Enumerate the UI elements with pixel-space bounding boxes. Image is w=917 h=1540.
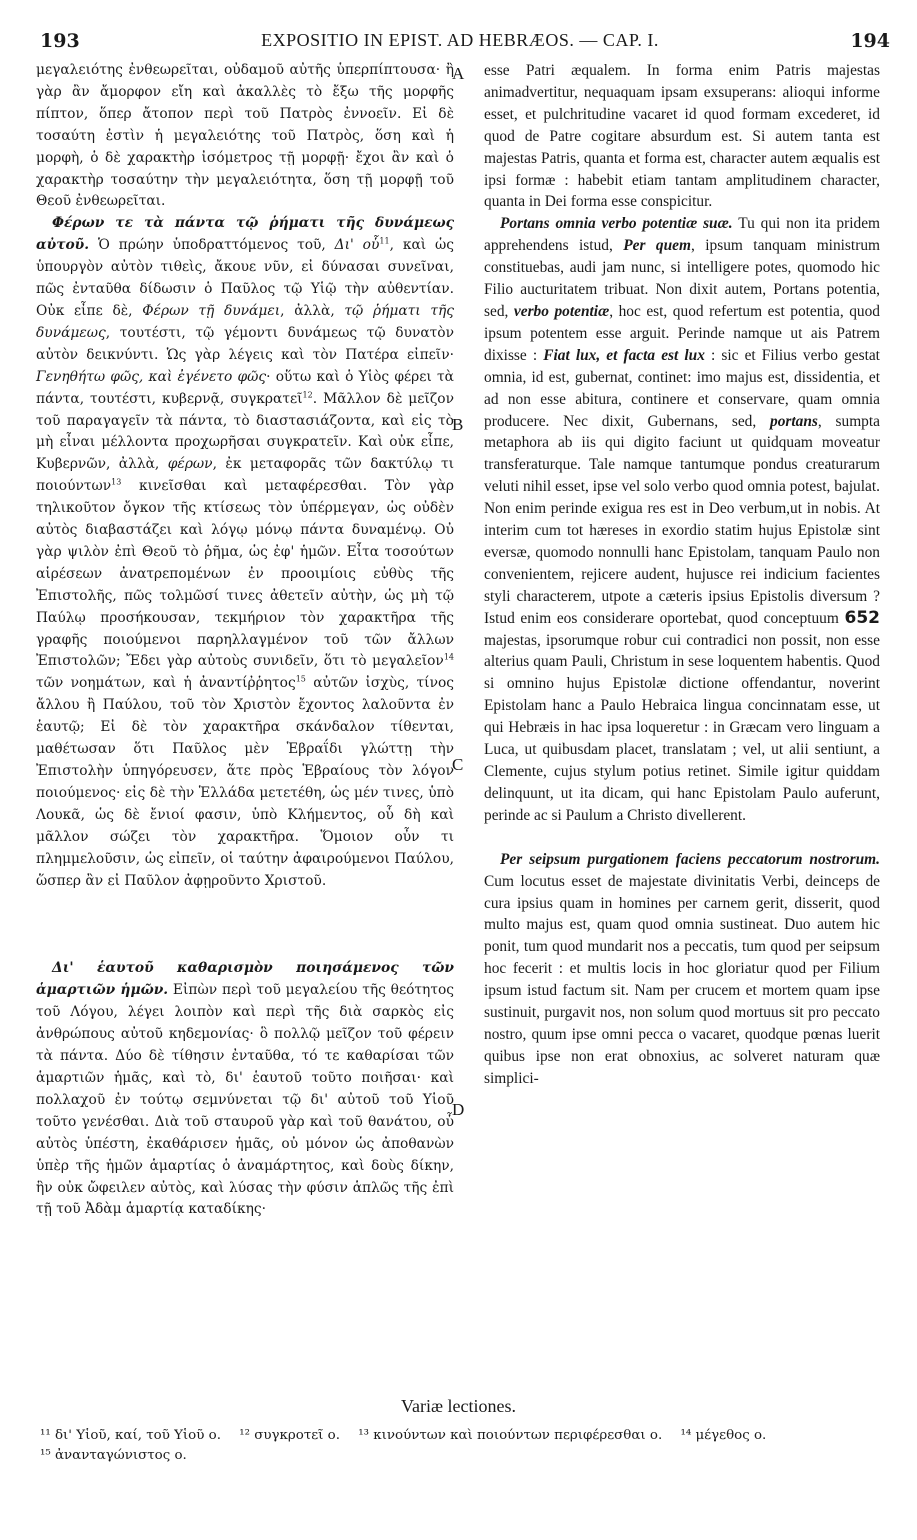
variant-note-11: ¹¹ δι' Υἱοῦ, καί, τοῦ Υἱοῦ ο.	[40, 1428, 221, 1443]
running-title: EXPOSITIO IN EPIST. AD HEBRÆOS. — CAP. I.	[261, 30, 659, 50]
latin-lemma-2: Per seipsum purgationem faciens peccatorum nostrorum.	[500, 850, 880, 868]
latin-paragraph-2: Portans omnia verbo potentiæ suæ. Tu qui non ita pridem apprehendens istud, Per quem, ipsum tanquam ministrum constituebas, audi jam nunc, si intelligere potes, quomodo hic Filio aucturitatem tribuat. Non dixit autem, Portans potentia, sed, verbo potentiæ, hoc est, quod refertum est potentia, quod ipsum potentem esse arguit. Perinde namque ut ais Patrem dixisse : Fiat lux, et facta est lux : sic et Filius verbo gestat omnia, id est, gubernat, continet: imo majus est, dissidentia, et ad non esse abitura, continere et conservare, quam omnia producere. Nec dixit, Gubernans, sed, portans, sumpta metaphora ab iis qui digito faciunt ut quidquam moveatur transferaturque. Tale namque tantumque pondus creaturarum veluti nihil esset, ipse vel solo verbo quod omnia potest, bajulat. Non enim perinde exigua res est in Deo verbum,ut in nobis. At interim cum tot hæreses in exordio statim hujus Epistolæ sint eversæ, quomodo nonnulli hanc Epistolam, tanquam Paulo non convenientem, rejicere audent, hujusce rei indicium facientes styli characterem, utpote a cæteris ipsius Epistolis diversum ? Istud enim eos considerare oportebat, quod conceptuum 652 majestas, ipsorumque robur cui contradici non possit, non esse alterius quam Pauli, Christum in sese loquentem habentis. Quod si omnino hujus Epistolæ dictione offendantur, noverint Epistolam hanc a Paulo Hebraica lingua concinnatam esse, ut qui Hebræis in hac ipsa loqueretur : in Græcam vero linguam a Luca, ut quibusdam placet, translatam ; vel, ut alii sentiunt, a Clemente, cujus stylum potius retinet. Simile igitur quiddam delinquunt, ut ita dicam, qui hanc Epistolam Paulo auferunt, perinde ac si Paulum a Christo divellerent.	[484, 215, 880, 824]
variae-lectiones-title: Variæ lectiones.	[401, 1396, 516, 1416]
page-number-left: 193	[40, 30, 80, 52]
greek-lemma-2: Δι' ἑαυτοῦ καθαρισμὸν ποιησάμενος τῶν ἁμαρτιῶν ἡμῶν.	[36, 960, 454, 999]
greek-paragraph-1: μεγαλειότης ἐνθεωρεῖται, οὐδαμοῦ αὐτῆς ὑπερπίπτουσα· ἢ γὰρ ἂν ἄμορφον εἴη καὶ ἀκαλλὲς τὸ ἔξω τῆς μορφῆς πίπτον, ὅπερ ἄτοπον περὶ τοῦ Πατρὸς ἐννοεῖν. Εἰ δὲ τοσαύτη ἐστὶν ἡ μεγαλειότης τοῦ Πατρὸς, ὅση καὶ ἡ μορφὴ, ὁ δὲ χαρακτὴρ ἰσόμετρος τῇ μορφῇ· ἔχοι ἂν καὶ ὁ χαρακτὴρ τοσαύτην τὴν μεγαλειότητα, ὅση τῇ μορφῇ τοῦ Θεοῦ ἐνθεωρεῖται.	[36, 62, 454, 210]
variant-note-15: ¹⁵ ἀνανταγώνιστος ο.	[40, 1448, 187, 1463]
variant-note-13: ¹³ κινούντων καὶ ποιούντων περιφέρεσθαι ο.	[358, 1428, 663, 1443]
variae-lectiones	[40, 1426, 890, 1466]
margin-letter-d: D	[452, 1100, 465, 1119]
margin-letter-c: C	[452, 755, 464, 774]
latin-paragraph-3: Per seipsum purgationem faciens peccatorum nostrorum. Cum locutus esset de majestate divinitatis Verbi, deinceps de cura ipsius quam in homines per carnem gerit, disserit, quod multo majus est, quam quod omnia sustineat. Duo autem hic ponit, tum quod mundarit nos a peccatis, tum quod per seipsum hoc fecerit : et multis locis in hoc gloriatur quod per Filium ipsum istud factum sit. Nam per crucem et mortem quam ipse sustinuit, purgavit nos, non solum quod mortuus sit pro peccato nostro, quum ipse omni pecca o vacaret, quodque pœnas luerit quibus ipse non erat obnoxius, ac solveret naturam quæ simplici-	[484, 850, 880, 1087]
latin-lemma-1: Portans omnia verbo potentiæ suæ.	[500, 215, 733, 233]
greek-column	[36, 60, 454, 1221]
greek-paragraph-2: Φέρων τε τὰ πάντα τῷ ῥήματι τῆς δυνάμεως αὐτοῦ. Ὁ πρώην ὑποδραττόμενος τοῦ, Δι' οὗ$^{11}$, καὶ ὡς ὑπουργὸν αὐτὸν τιθεὶς, ἄκουε νῦν, εἰ δύνασαι συνεῖναι, πῶς ἐνταῦθα δίδωσιν ὁ Παῦλος τῷ Υἱῷ τὴν αὐθεντίαν. Οὐκ εἶπε δὲ, Φέρων τῇ δυνάμει, ἀλλὰ, τῷ ῥήματι τῆς δυνάμεως, τουτέστι, τῷ γέμοντι δυνάμεως τῷ δυνατὸν αὐτὸν δεικνύντι. Ὡς γὰρ λέγεις καὶ τὸν Πατέρα εἰπεῖν· Γενηθήτω φῶς, καὶ ἐγένετο φῶς· οὕτω καὶ ὁ Υἱὸς φέρει τὰ πάντα, τουτέστι, κυβερνᾷ, συγκρατεῖ$^{12}$. Μᾶλλον δὲ μεῖζον τοῦ παραγαγεῖν τὰ πάντα, τὸ διαστασιάζοντα, καὶ εἰς τὸ μὴ εἶναι μέλλοντα προχωρῆσαι συγκρατεῖν. Καὶ οὐκ εἶπε, Κυβερνῶν, ἀλλὰ, φέρων, ἐκ μεταφορᾶς τῶν δακτύλῳ τι ποιούντων$^{13}$ κινεῖσθαι καὶ μεταφέρεσθαι. Τὸν γὰρ τηλικοῦτον ὄγκον τῆς κτίσεως τὸν ὑπέρμεγαν, ὡς οὐδὲν αὐτὸς διαβαστάζει καὶ λόγῳ μόνῳ πάντα δυναμένῳ. Οὐ γὰρ ψιλὸν ἐπὶ Θεοῦ τὸ ῥῆμα, ὡς ἐφ' ἡμῶν. Εἶτα τοσούτων αἱρέσεων ἀνατρεπομένων ἐν προοιμίοις εὐθὺς τῆς Ἐπιστολῆς, πῶς τολμῶσί τινες ἀθετεῖν αὐτὴν, ὡς μὴ τῷ Παύλῳ προσήκουσαν, τεκμήριον τὸν χαρακτῆρα τῆς γραφῆς ποιούμενοι παρηλλαγμένον τοῦ τῶν ἄλλων Ἐπιστολῶν; Ἔδει γὰρ αὐτοὺς συνιδεῖν, ὅτι τὸ μεγαλεῖον$^{14}$ τῶν νοημάτων, καὶ ἡ ἀναντίῤῥητος$^{15}$ αὐτῶν ἰσχὺς, τίνος ἄλλου ἢ Παύλου, τοῦ τὸν Χριστὸν ἔχοντος λαλοῦντα ἐν ἑαυτῷ; Εἰ δὲ τὸν χαρακτῆρα σκάνδαλον τίθενται, μαθέτωσαν ὅτι Παῦλος μὲν Ἑβραΐδι γλώττῃ τὴν Ἐπιστολὴν ὑπηγόρευσεν, ἅτε πρὸς Ἑβραίους τὸν λόγον ποιούμενος· εἰς δὲ τὴν Ἑλλάδα μετετέθη, ὡς μέν τινες, ὑπὸ Λουκᾶ, ὡς δὲ ἔνιοί φασιν, ὑπὸ Κλήμεντος, οὗ δὴ καὶ μᾶλλον σώζει τὸν χαρακτῆρα. Ὅμοιον οὖν τι πλημμελοῦσιν, ὡς εἰπεῖν, οἱ ταύτην ἀφαιρούμενοι Παύλου, ὥσπερ ἂν εἰ Παῦλον ἀφῃροῦντο Χριστοῦ.	[36, 215, 455, 889]
variant-note-14: ¹⁴ μέγεθος ο.	[680, 1428, 767, 1443]
running-header	[20, 24, 900, 54]
variant-note-12: ¹² συγκροτεῖ ο.	[239, 1428, 340, 1443]
latin-column	[484, 60, 880, 1090]
column-number: 652	[844, 607, 880, 628]
margin-letter-a: A	[452, 64, 465, 83]
page-number-right: 194	[850, 30, 890, 52]
margin-letter-b: B	[452, 415, 464, 434]
latin-paragraph-1: esse Patri æqualem. In forma enim Patris majestas animadvertitur, nequaquam ipsam exsuperans: alioqui informe esset, et pulchritudine vacaret id quod formam excederet, id quod de Patre cogitare absurdum est. Si autem tanta est majestas Patris, quanta et forma est, character autem æqualis est ipsi formæ : habebit etiam tantam amplitudinem character, quanta in Dei forma esse conspicitur.	[484, 62, 880, 211]
greek-lemma-1: Φέρων τε τὰ πάντα τῷ ῥήματι τῆς δυνάμεως αὐτοῦ.	[36, 215, 454, 254]
greek-paragraph-3: Δι' ἑαυτοῦ καθαρισμὸν ποιησάμενος τῶν ἁμαρτιῶν ἡμῶν. Εἰπὼν περὶ τοῦ μεγαλείου τῆς θεότητος τοῦ Λόγου, λέγει λοιπὸν καὶ περὶ τῆς διὰ σαρκὸς εἰς ἀνθρώπους αὐτοῦ κηδεμονίας· ὃ πολλῷ μεῖζον τοῦ φέρειν τὰ πάντα. Δύο δὲ τίθησιν ἐνταῦθα, τό τε καθαρίσαι τῶν ἁμαρτιῶν ἡμᾶς, καὶ τὸ, δι' ἑαυτοῦ τοῦτο ποιῆσαι· καὶ πολλαχοῦ ἐν τούτῳ σεμνύνεται τῷ δι' αὐτοῦ τοῦ Υἱοῦ τοῦτο γενέσθαι. Διὰ τοῦ σταυροῦ γὰρ καὶ τοῦ θανάτου, οὗ αὐτὸς ὑπέστη, ἐκαθάρισεν ἡμᾶς, οὐ μόνον ὡς ἀποθανὼν ὑπὲρ τῆς ἡμῶν ἁμαρτίας ὁ ἀναμάρτητος, καὶ δοὺς δίκην, ἣν οὐκ ὤφειλεν αὐτὸς, καὶ λύσας τὴν φύσιν ἁπλῶς τῆς ἐπὶ τῇ τοῦ Ἀδὰμ ἁμαρτίᾳ καταδίκης·	[36, 960, 454, 1218]
